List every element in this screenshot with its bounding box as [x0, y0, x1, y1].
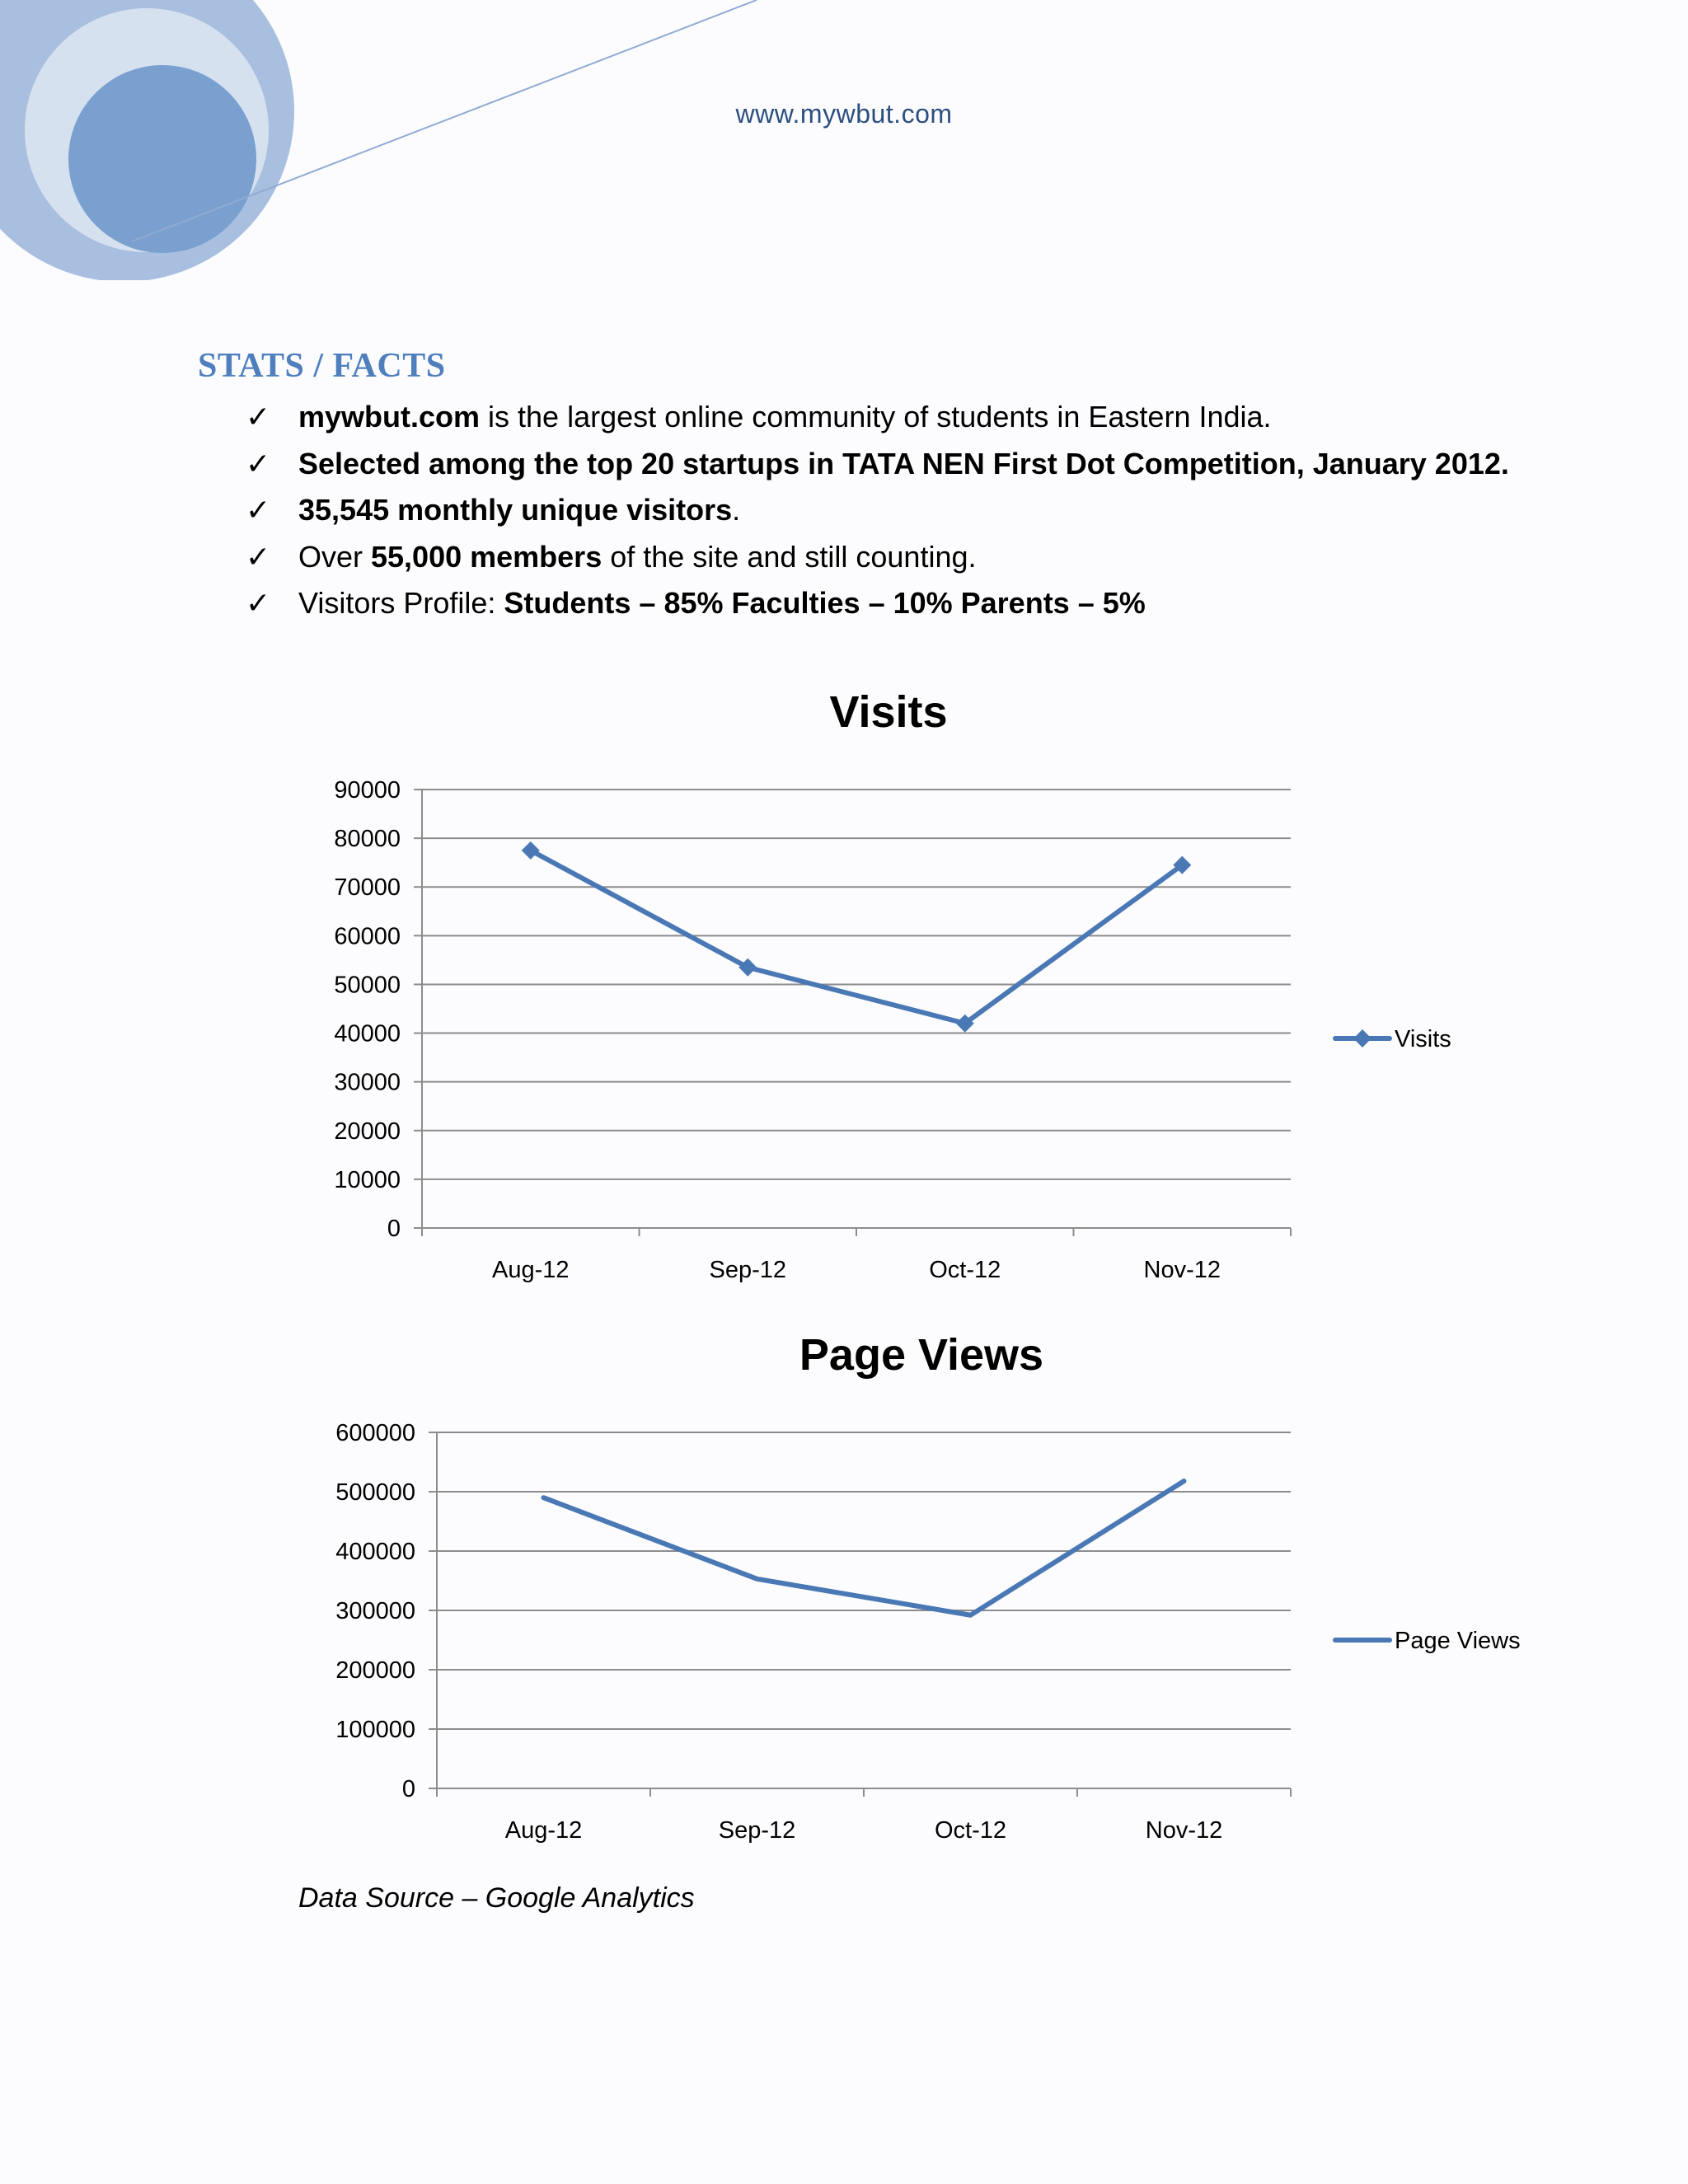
y-tick-label: 500000: [335, 1479, 415, 1506]
fact-text-regular: .: [732, 493, 741, 527]
data-point-marker: [522, 841, 540, 860]
y-tick-label: 90000: [334, 777, 401, 804]
check-mark-icon: ✓: [246, 586, 271, 620]
y-tick-label: 30000: [334, 1069, 401, 1096]
y-tick-label: 100000: [335, 1717, 415, 1743]
page-views-chart-svg: [0, 1327, 1688, 1871]
y-tick-label: 200000: [335, 1657, 415, 1684]
check-mark-icon: ✓: [246, 493, 271, 527]
chart-title: Visits: [829, 687, 948, 737]
y-tick-label: 20000: [334, 1118, 401, 1145]
y-tick-label: 70000: [334, 874, 401, 902]
y-tick-label: 50000: [334, 972, 401, 999]
x-tick-label: Oct-12: [929, 1257, 1001, 1283]
x-tick-label: Oct-12: [934, 1817, 1007, 1844]
fact-text: [298, 487, 740, 534]
chart-title: Page Views: [799, 1330, 1044, 1380]
visits-chart-svg: [0, 684, 1688, 1294]
x-tick-label: Sep-12: [709, 1257, 787, 1283]
y-tick-label: 0: [401, 1776, 415, 1802]
legend-marker: [1353, 1029, 1372, 1047]
fact-text-bold: Students – 85% Faculties – 10% Parents – 5%: [504, 586, 1146, 620]
y-tick-label: 0: [387, 1216, 401, 1242]
check-mark-icon: ✓: [246, 446, 271, 480]
fact-text-regular: Over: [298, 539, 372, 574]
fact-text: [298, 580, 1146, 627]
x-tick-label: Aug-12: [504, 1817, 583, 1844]
y-tick-label: 400000: [335, 1539, 415, 1565]
y-tick-label: 600000: [335, 1420, 415, 1446]
y-tick-label: 10000: [334, 1166, 401, 1193]
y-tick-label: 60000: [334, 923, 401, 950]
visits-chart: [0, 684, 1688, 1294]
y-tick-label: 80000: [334, 826, 401, 853]
data-point-marker: [738, 958, 757, 977]
site-url[interactable]: www.mywbut.com: [735, 99, 953, 129]
legend-label: Page Views: [1395, 1628, 1521, 1654]
fact-text-regular: Visitors Profile:: [298, 586, 504, 620]
x-tick-label: Nov-12: [1145, 1817, 1223, 1844]
data-source-note: Data Source – Google Analytics: [298, 1882, 695, 1914]
fact-text-bold: 35,545 monthly unique visitors: [298, 493, 733, 527]
section-heading: STATS / FACTS: [198, 347, 446, 385]
fact-text-bold: Selected among the top 20 startups in TATA NEN First Dot Competition, January 2012.: [298, 446, 1509, 480]
x-tick-label: Sep-12: [718, 1817, 796, 1844]
y-tick-label: 300000: [335, 1598, 415, 1624]
fact-text-bold: 55,000 members: [371, 539, 603, 574]
y-tick-label: 40000: [334, 1020, 401, 1047]
fact-text-regular: of the site and still counting.: [602, 539, 977, 574]
check-mark-icon: ✓: [246, 539, 271, 574]
series-line: [544, 1481, 1184, 1615]
check-mark-icon: ✓: [246, 400, 271, 434]
fact-text-bold: mywbut.com: [298, 400, 481, 434]
header-decoration: [0, 0, 1688, 280]
fact-text: [298, 534, 977, 581]
series-line: [531, 851, 1183, 1024]
fact-text: [298, 441, 1509, 488]
fact-text: [298, 394, 1272, 441]
fact-text-regular: is the largest online community of students in Eastern India.: [480, 400, 1272, 434]
x-tick-label: Aug-12: [491, 1257, 570, 1283]
x-tick-label: Nov-12: [1143, 1257, 1221, 1283]
page-views-chart: [0, 1327, 1688, 1871]
legend-label: Visits: [1395, 1026, 1451, 1052]
